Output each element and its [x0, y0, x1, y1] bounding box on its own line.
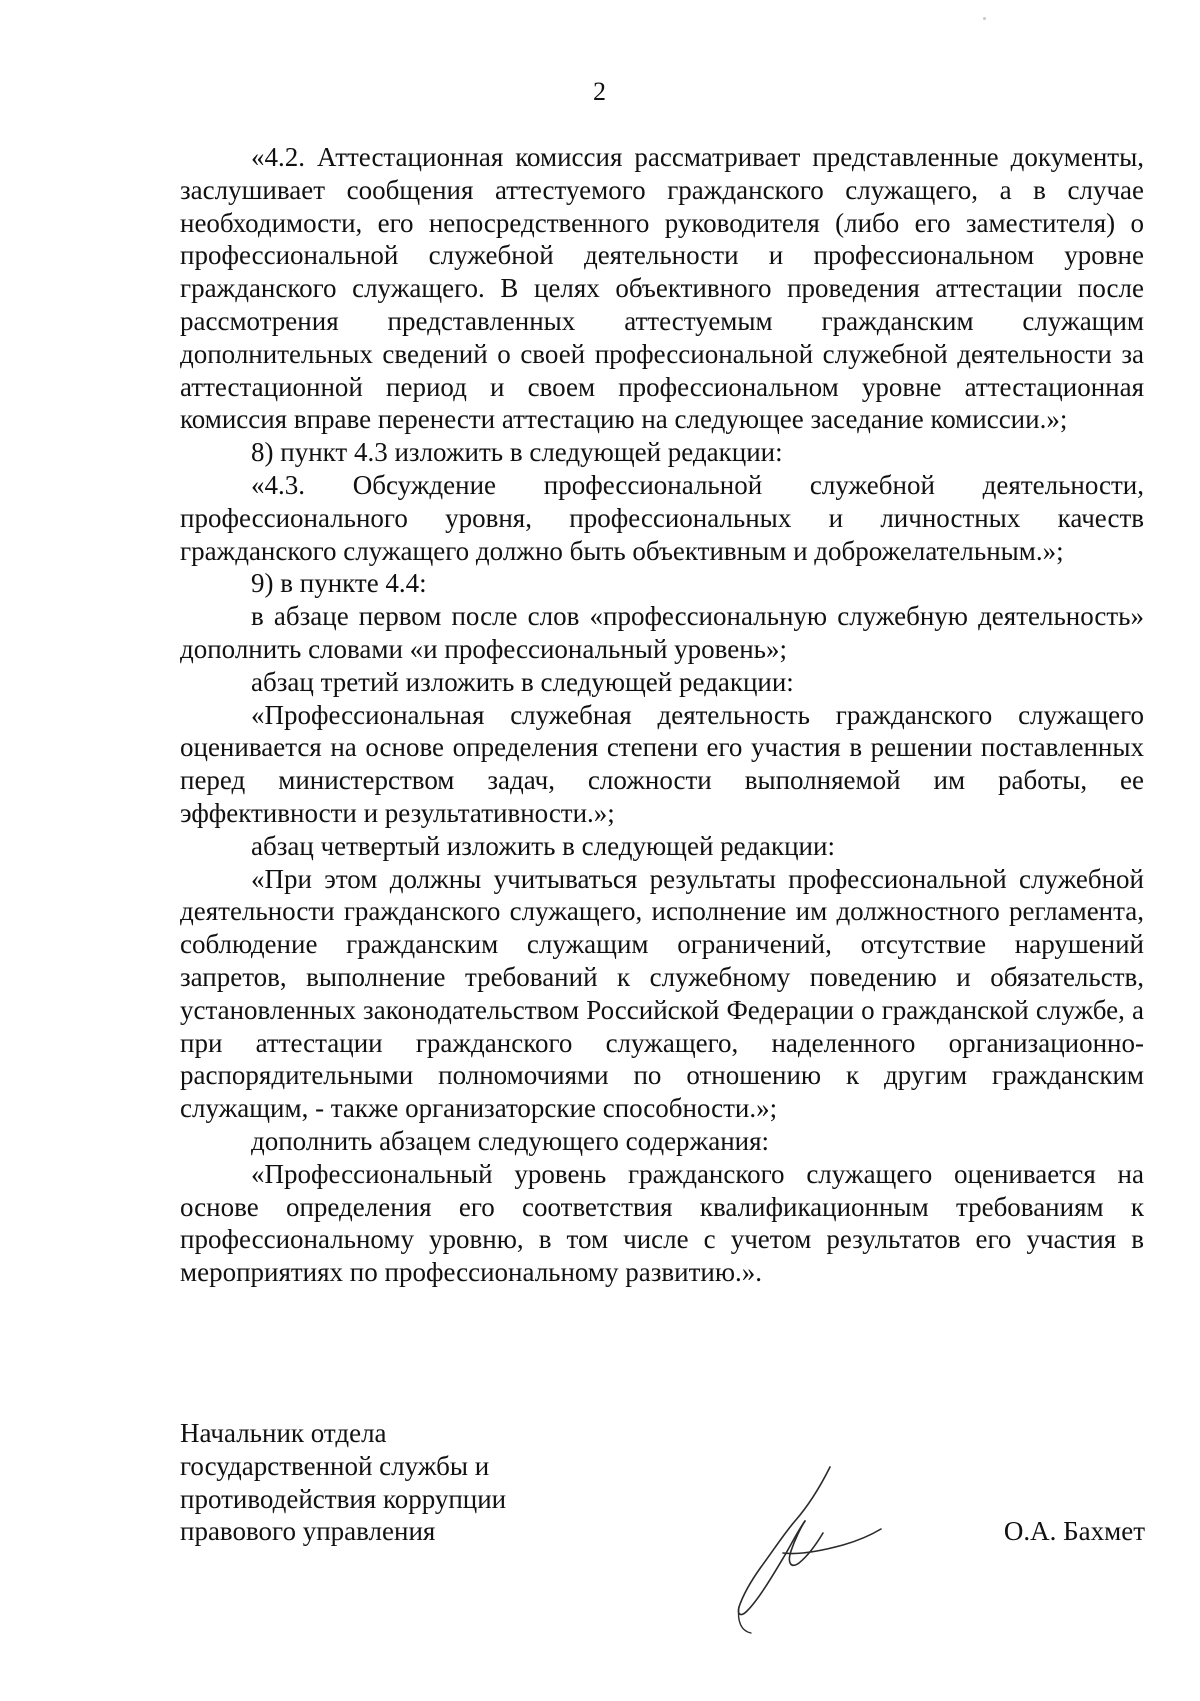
- signer-position-line: Начальник отдела: [180, 1418, 387, 1448]
- paragraph-abzac-third-text: «Профессиональная служебная деятельность гражданского служащего оценивается на основе определения степени его участия в решении поставленных перед министерством задач, сложности выполняемой им работы, ее эффективности и результативности.»;: [180, 699, 1144, 828]
- signer-name: О.А. Бахмет: [1003, 1516, 1145, 1546]
- paragraph-add-text: «Профессиональный уровень гражданского служащего оценивается на основе определения его соответствия квалификационным требованиям к профессиональному уровню, в том числе с учетом результатов его участия в мероприятиях по профессиональному развитию.».: [180, 1158, 1144, 1288]
- signer-position: [180, 1417, 506, 1548]
- paragraph-4-2: «4.2. Аттестационная комиссия рассматривает представленные документы, заслушивает сообщения аттестуемого гражданского служащего, а в случае необходимости, его непосредственного руководителя (либо его заместителя) о профессиональной служебной деятельности и профессиональном уровне гражданского служащего. В целях объективного проведения аттестации после рассмотрения представленных аттестуемым гражданским служащим дополнительных сведений о своей профессиональной служебной деятельности за аттестационной период и своем профессиональном уровне аттестационная комиссия вправе перенести аттестацию на следующее заседание комиссии.»;: [180, 142, 1144, 435]
- paragraph-abzac-third-intro: абзац третий изложить в следующей редакции:: [251, 666, 794, 697]
- signer-position-line: государственной службы и: [180, 1450, 490, 1481]
- paragraph-item-9: 9) в пункте 4.4:: [251, 568, 427, 599]
- paragraph-add-intro: дополнить абзацем следующего содержания:: [251, 1125, 770, 1156]
- document-body: [180, 141, 1144, 1289]
- paragraph-item-8: 8) пункт 4.3 изложить в следующей редакции:: [251, 437, 783, 468]
- signer-position-line: правового управления: [180, 1516, 436, 1547]
- paragraph-abzac-fourth-text: «При этом должны учитываться результаты профессиональной служебной деятельности гражданского служащего, исполнение им должностного регламента, соблюдение гражданским служащим ограничений, отсутствие нарушений запретов, выполнение требований к служебному поведению и обязательств, установленных законодательством Российской Федерации о гражданской службе, а при аттестации гражданского служащего, наделенного организационно-распорядительными полномочиями по отношению к другим гражданским служащим, - также организаторские способности.»;: [180, 863, 1144, 1124]
- scan-artifact: [983, 17, 986, 20]
- signer-position-line: противодействия коррупции: [180, 1483, 507, 1514]
- paragraph-4-3: «4.3. Обсуждение профессиональной служебной деятельности, профессионального уровня, профессиональных и личностных качеств гражданского служащего должно быть объективным и доброжелательным.»;: [180, 469, 1144, 566]
- handwritten-signature: [725, 1455, 915, 1635]
- paragraph-abzac-first: в абзаце первом после слов «профессиональную служебную деятельность» дополнить словами «и профессиональный уровень»;: [180, 601, 1144, 664]
- paragraph-abzac-fourth-intro: абзац четвертый изложить в следующей редакции:: [251, 830, 835, 861]
- page-number: 2: [593, 77, 607, 106]
